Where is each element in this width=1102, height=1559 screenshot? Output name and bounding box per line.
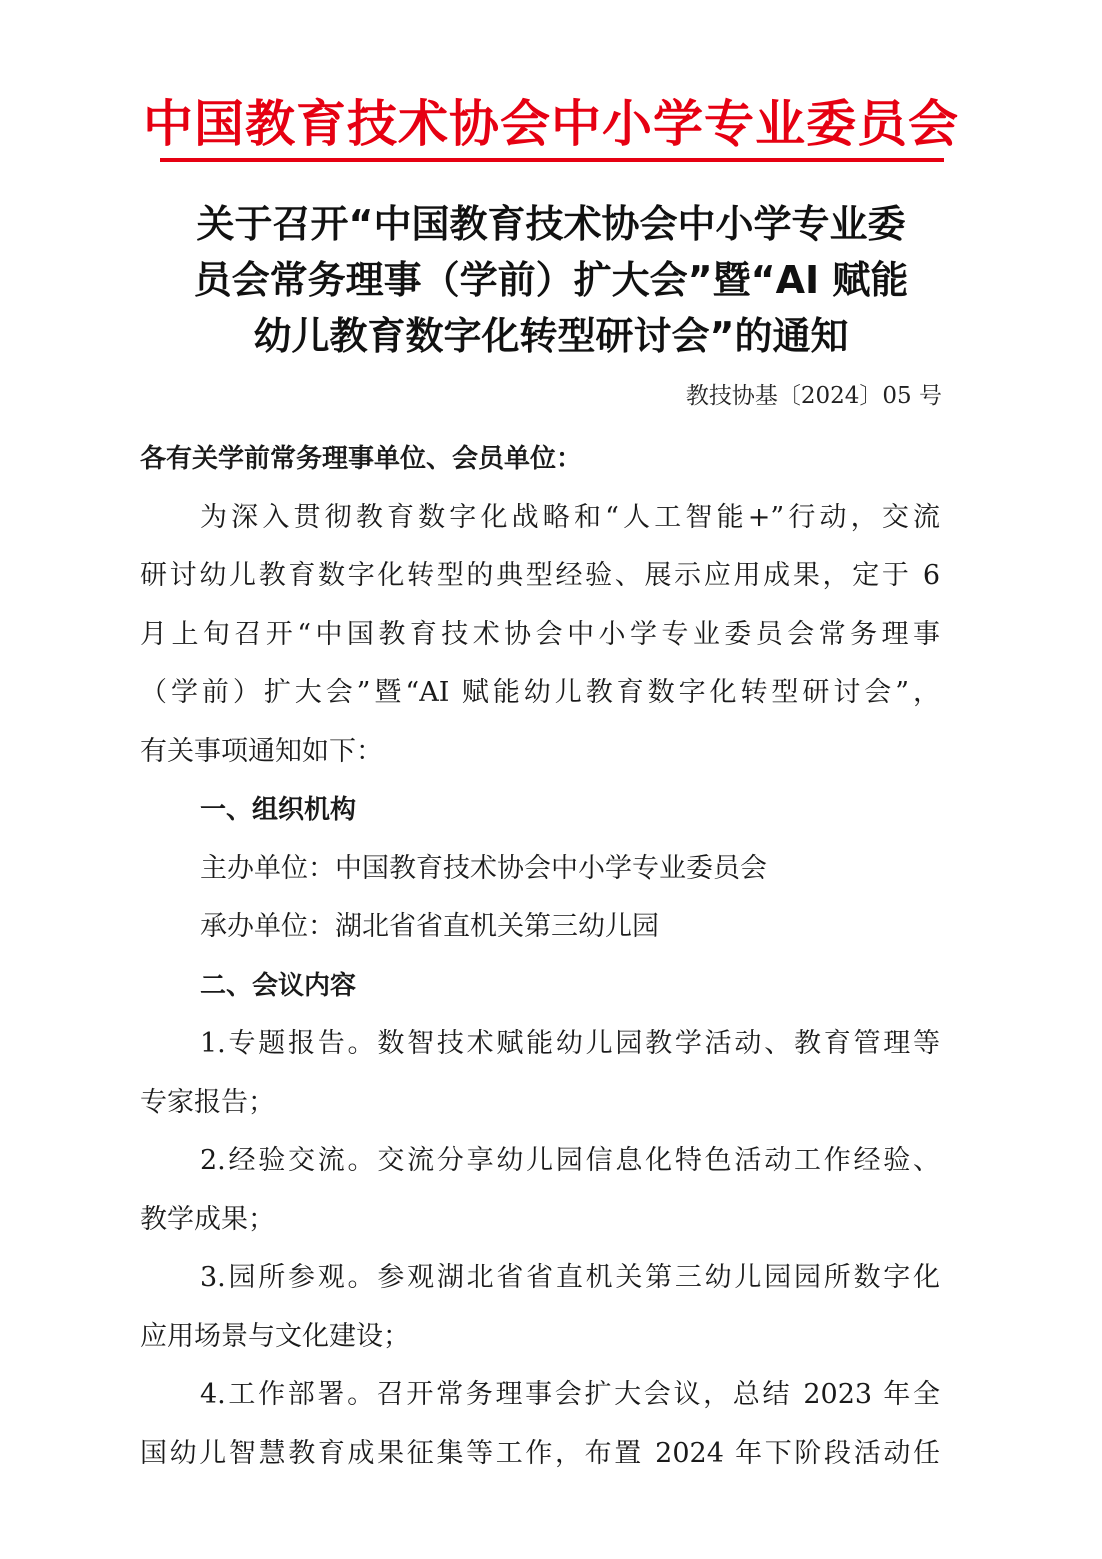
section-heading-organization: 一、组织机构 xyxy=(200,795,357,825)
host-unit: 主办单位：中国教育技术协会中小学专业委员会 xyxy=(200,852,767,884)
section-heading-content: 二、会议内容 xyxy=(200,970,357,1001)
intro-line: （学前）扩大会”暨“AI 赋能幼儿教育数字化转型研讨会”， xyxy=(140,677,940,708)
content-item-line: 2.经验交流。交流分享幼儿园信息化特色活动工作经验、 xyxy=(200,1145,940,1176)
intro-line: 有关事项通知如下： xyxy=(140,735,383,767)
content-item-line: 国幼儿智慧教育成果征集等工作，布置 2024 年下阶段活动任 xyxy=(140,1437,940,1469)
notice-title-line: 员会常务理事（学前）扩大会”暨“AI 赋能 xyxy=(193,258,909,302)
intro-line: 为深入贯彻教育数字化战略和“人工智能+”行动，交流 xyxy=(200,501,940,533)
notice-body xyxy=(140,430,940,1483)
intro-line: 月上旬召开“中国教育技术协会中小学专业委员会常务理事 xyxy=(140,618,940,650)
content-item-line: 专家报告； xyxy=(140,1086,275,1118)
organizer-unit: 承办单位：湖北省省直机关第三幼儿园 xyxy=(200,911,659,942)
notice-title xyxy=(140,196,962,364)
document-number: 教技协基〔2024〕05 号 xyxy=(685,383,942,409)
letterhead-divider xyxy=(160,158,944,162)
content-item-line: 教学成果； xyxy=(140,1203,275,1235)
content-item-line: 应用场景与文化建设； xyxy=(140,1320,410,1352)
content-item-line: 3.园所参观。参观湖北省省直机关第三幼儿园园所数字化 xyxy=(200,1262,940,1293)
content-item-line: 4.工作部署。召开常务理事会扩大会议，总结 2023 年全 xyxy=(200,1379,940,1410)
content-item-line: 1.专题报告。数智技术赋能幼儿园教学活动、教育管理等 xyxy=(200,1028,940,1059)
organization-letterhead: 中国教育技术协会中小学专业委员会 xyxy=(143,95,959,153)
notice-title-line: 关于召开“中国教育技术协会中小学专业委 xyxy=(196,202,906,246)
salutation: 各有关学前常务理事单位、会员单位： xyxy=(140,444,583,474)
notice-title-line: 幼儿教育数字化转型研讨会”的通知 xyxy=(253,314,849,358)
intro-line: 研讨幼儿教育数字化转型的典型经验、展示应用成果，定于 6 xyxy=(140,560,940,591)
